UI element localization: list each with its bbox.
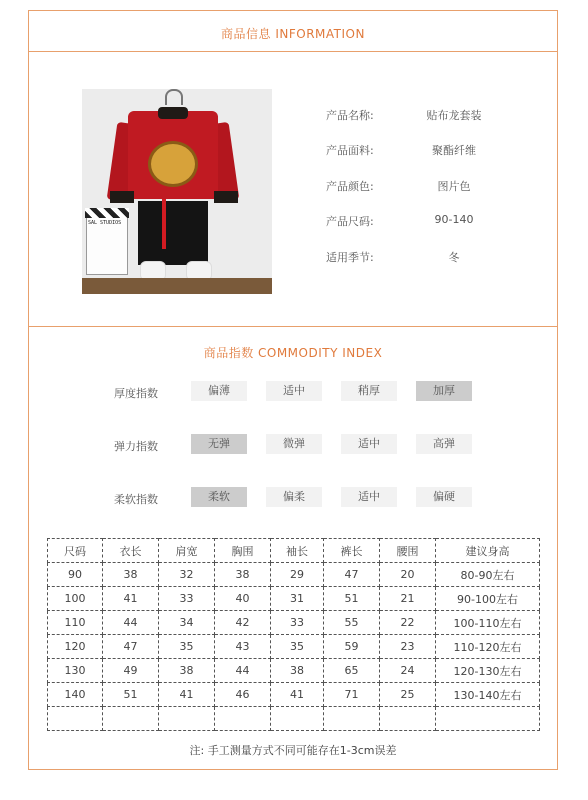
softness-index-label: 柔软指数 bbox=[114, 493, 158, 506]
table-row-empty bbox=[48, 707, 540, 731]
info-label-size: 产品尺码: bbox=[326, 215, 374, 228]
info-value-fabric: 聚酯纤维 bbox=[432, 144, 476, 157]
table-cell: 33 bbox=[159, 587, 215, 611]
header-cell: 腰围 bbox=[380, 539, 436, 563]
softness-option: 偏柔 bbox=[266, 487, 322, 507]
table-cell: 35 bbox=[159, 635, 215, 659]
softness-option-selected: 柔软 bbox=[191, 487, 247, 507]
table-cell: 130 bbox=[48, 659, 103, 683]
table-cell: 41 bbox=[103, 587, 159, 611]
table-cell: 20 bbox=[380, 563, 436, 587]
cuff-right bbox=[214, 191, 238, 203]
thickness-option: 偏薄 bbox=[191, 381, 247, 401]
table-cell: 46 bbox=[215, 683, 271, 707]
table-cell: 100-110左右 bbox=[436, 611, 540, 635]
softness-option: 适中 bbox=[341, 487, 397, 507]
pants bbox=[138, 201, 208, 265]
info-value-size: 90-140 bbox=[434, 213, 474, 226]
table-cell: 38 bbox=[271, 659, 324, 683]
table-cell: 33 bbox=[271, 611, 324, 635]
table-cell: 90 bbox=[48, 563, 103, 587]
table-cell: 29 bbox=[271, 563, 324, 587]
table-row bbox=[48, 587, 540, 611]
clapperboard-prop bbox=[86, 217, 128, 275]
table-cell: 42 bbox=[215, 611, 271, 635]
info-label-name: 产品名称: bbox=[326, 109, 374, 122]
information-section-title: 商品信息 INFORMATION bbox=[221, 27, 365, 41]
table-cell: 51 bbox=[103, 683, 159, 707]
elasticity-option-selected: 无弹 bbox=[191, 434, 247, 454]
elasticity-option: 高弹 bbox=[416, 434, 472, 454]
thickness-option: 适中 bbox=[266, 381, 322, 401]
table-row bbox=[48, 683, 540, 707]
empty-cell bbox=[103, 707, 159, 731]
header-cell: 袖长 bbox=[271, 539, 324, 563]
table-cell: 110 bbox=[48, 611, 103, 635]
table-cell: 71 bbox=[324, 683, 380, 707]
table-cell: 55 bbox=[324, 611, 380, 635]
clapper-text: SAL STUDIOS bbox=[88, 220, 122, 226]
elasticity-index-label: 弹力指数 bbox=[114, 440, 158, 453]
header-cell: 衣长 bbox=[103, 539, 159, 563]
table-cell: 49 bbox=[103, 659, 159, 683]
table-cell: 120-130左右 bbox=[436, 659, 540, 683]
info-value-color: 图片色 bbox=[437, 180, 471, 193]
table-cell: 38 bbox=[103, 563, 159, 587]
table-cell: 38 bbox=[215, 563, 271, 587]
table-cell: 32 bbox=[159, 563, 215, 587]
empty-cell bbox=[324, 707, 380, 731]
empty-cell bbox=[436, 707, 540, 731]
size-chart-header-row bbox=[48, 539, 540, 563]
table-cell: 34 bbox=[159, 611, 215, 635]
empty-cell bbox=[159, 707, 215, 731]
commodity-index-title: 商品指数 COMMODITY INDEX bbox=[203, 346, 383, 360]
product-photo bbox=[82, 89, 272, 294]
table-cell: 25 bbox=[380, 683, 436, 707]
hanger-icon bbox=[165, 89, 183, 105]
table-cell: 65 bbox=[324, 659, 380, 683]
header-cell: 建议身高 bbox=[436, 539, 540, 563]
divider bbox=[29, 326, 557, 327]
info-value-season: 冬 bbox=[448, 251, 460, 264]
table-cell: 43 bbox=[215, 635, 271, 659]
table-cell: 22 bbox=[380, 611, 436, 635]
size-chart-table bbox=[47, 538, 540, 731]
floor bbox=[82, 278, 272, 294]
table-cell: 31 bbox=[271, 587, 324, 611]
elasticity-option: 微弹 bbox=[266, 434, 322, 454]
table-cell: 47 bbox=[103, 635, 159, 659]
jacket-collar bbox=[158, 107, 188, 119]
table-cell: 120 bbox=[48, 635, 103, 659]
info-label-season: 适用季节: bbox=[326, 251, 374, 264]
dragon-patch bbox=[148, 141, 198, 187]
empty-cell bbox=[271, 707, 324, 731]
table-cell: 140 bbox=[48, 683, 103, 707]
table-cell: 41 bbox=[271, 683, 324, 707]
thickness-index-label: 厚度指数 bbox=[114, 387, 158, 400]
divider bbox=[29, 51, 557, 52]
table-cell: 44 bbox=[215, 659, 271, 683]
elasticity-option: 适中 bbox=[341, 434, 397, 454]
softness-option: 偏硬 bbox=[416, 487, 472, 507]
table-cell: 40 bbox=[215, 587, 271, 611]
table-cell: 80-90左右 bbox=[436, 563, 540, 587]
header-cell: 肩宽 bbox=[159, 539, 215, 563]
empty-cell bbox=[380, 707, 436, 731]
table-cell: 90-100左右 bbox=[436, 587, 540, 611]
empty-cell bbox=[48, 707, 103, 731]
table-cell: 47 bbox=[324, 563, 380, 587]
product-info-frame bbox=[28, 10, 558, 770]
table-row bbox=[48, 611, 540, 635]
table-cell: 110-120左右 bbox=[436, 635, 540, 659]
clapper-stripes bbox=[85, 208, 129, 218]
header-cell: 尺码 bbox=[48, 539, 103, 563]
table-cell: 130-140左右 bbox=[436, 683, 540, 707]
info-label-fabric: 产品面料: bbox=[326, 144, 374, 157]
table-cell: 44 bbox=[103, 611, 159, 635]
table-cell: 100 bbox=[48, 587, 103, 611]
table-cell: 24 bbox=[380, 659, 436, 683]
empty-cell bbox=[215, 707, 271, 731]
table-row bbox=[48, 563, 540, 587]
header-cell: 裤长 bbox=[324, 539, 380, 563]
measurement-note: 注: 手工测量方式不同可能存在1-3cm误差 bbox=[189, 744, 397, 757]
table-cell: 59 bbox=[324, 635, 380, 659]
table-row bbox=[48, 659, 540, 683]
table-cell: 23 bbox=[380, 635, 436, 659]
info-label-color: 产品颜色: bbox=[326, 180, 374, 193]
table-cell: 35 bbox=[271, 635, 324, 659]
cuff-left bbox=[110, 191, 134, 203]
thickness-option-selected: 加厚 bbox=[416, 381, 472, 401]
table-cell: 38 bbox=[159, 659, 215, 683]
tassel bbox=[162, 199, 166, 249]
table-row bbox=[48, 635, 540, 659]
thickness-option: 稍厚 bbox=[341, 381, 397, 401]
table-cell: 41 bbox=[159, 683, 215, 707]
header-cell: 胸围 bbox=[215, 539, 271, 563]
info-value-name: 贴布龙套装 bbox=[426, 109, 482, 122]
table-cell: 21 bbox=[380, 587, 436, 611]
table-cell: 51 bbox=[324, 587, 380, 611]
